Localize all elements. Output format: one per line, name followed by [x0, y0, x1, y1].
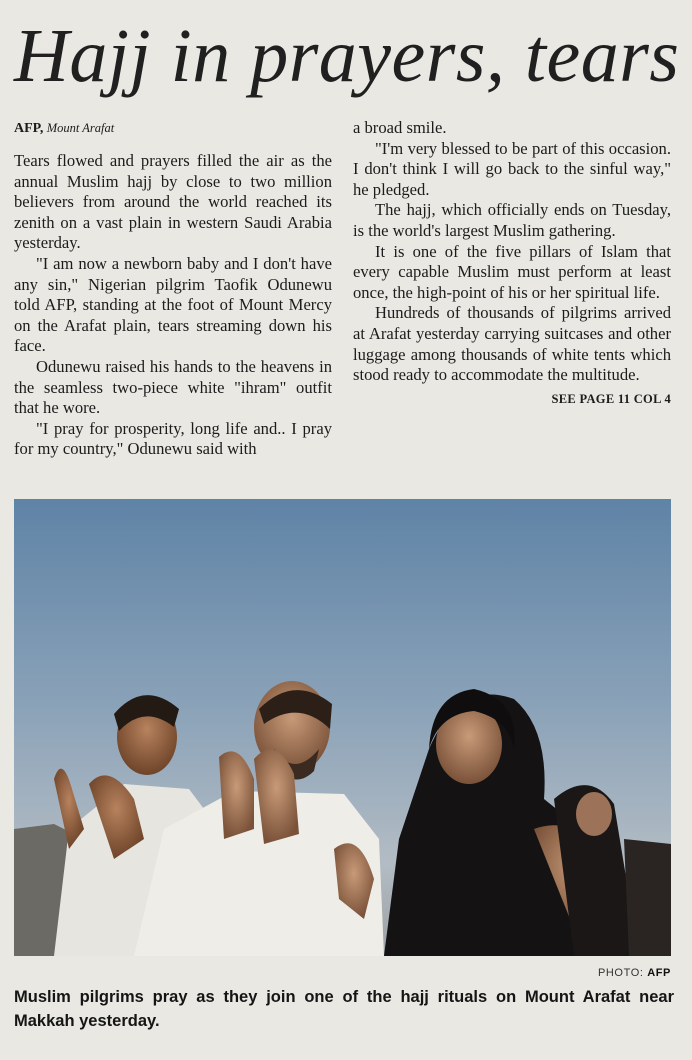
- paragraph: It is one of the five pillars of Islam that every capable Muslim must perform at least once, the high-point of his or her spiritual life.: [353, 241, 671, 302]
- byline: [14, 118, 332, 139]
- headline: Hajj in prayers, tears: [14, 14, 680, 98]
- paragraph: a broad smile.: [353, 118, 447, 137]
- photo-credit: [598, 967, 671, 979]
- paragraph: "I'm very blessed to be part of this occasion. I don't think I will go back to the sinful way," he pledged.: [353, 138, 671, 199]
- paragraph: The hajj, which officially ends on Tuesday, is the world's largest Muslim gathering.: [353, 200, 671, 240]
- article-column-left: [14, 118, 332, 460]
- photo-caption: Muslim pilgrims pray as they join one of the hajj rituals on Mount Arafat near Makkah yesterday.: [14, 988, 674, 1030]
- photo-credit-source: AFP: [647, 967, 671, 979]
- photo-credit-label: PHOTO:: [597, 967, 644, 979]
- paragraph: Tears flowed and prayers filled the air as the annual Muslim hajj by close to two million believers from around the world reached its zenith on a vast plain in western Saudi Arabia yesterday.: [14, 151, 332, 253]
- article-column-right: [353, 118, 671, 408]
- paragraph: Hundreds of thousands of pilgrims arrived at Arafat yesterday carrying suitcases and other luggage among thousands of white tents which stood ready to accommodate the multitude.: [353, 303, 671, 385]
- news-photo: [14, 499, 671, 956]
- jump-line: SEE PAGE 11 COL 4: [551, 391, 671, 406]
- paragraph: Odunewu raised his hands to the heavens in the seamless two-piece white "ihram" outfit that he wore.: [14, 356, 332, 418]
- byline-place: Mount Arafat: [46, 121, 115, 135]
- byline-agency: AFP,: [14, 121, 44, 136]
- paragraph: "I pray for prosperity, long life and.. I pray for my country," Odunewu said with: [14, 418, 332, 459]
- paragraph: "I am now a newborn baby and I don't have any sin," Nigerian pilgrim Taofik Odunewu told AFP, standing at the foot of Mount Mercy on the Arafat plain, tears streaming down his face.: [14, 253, 332, 356]
